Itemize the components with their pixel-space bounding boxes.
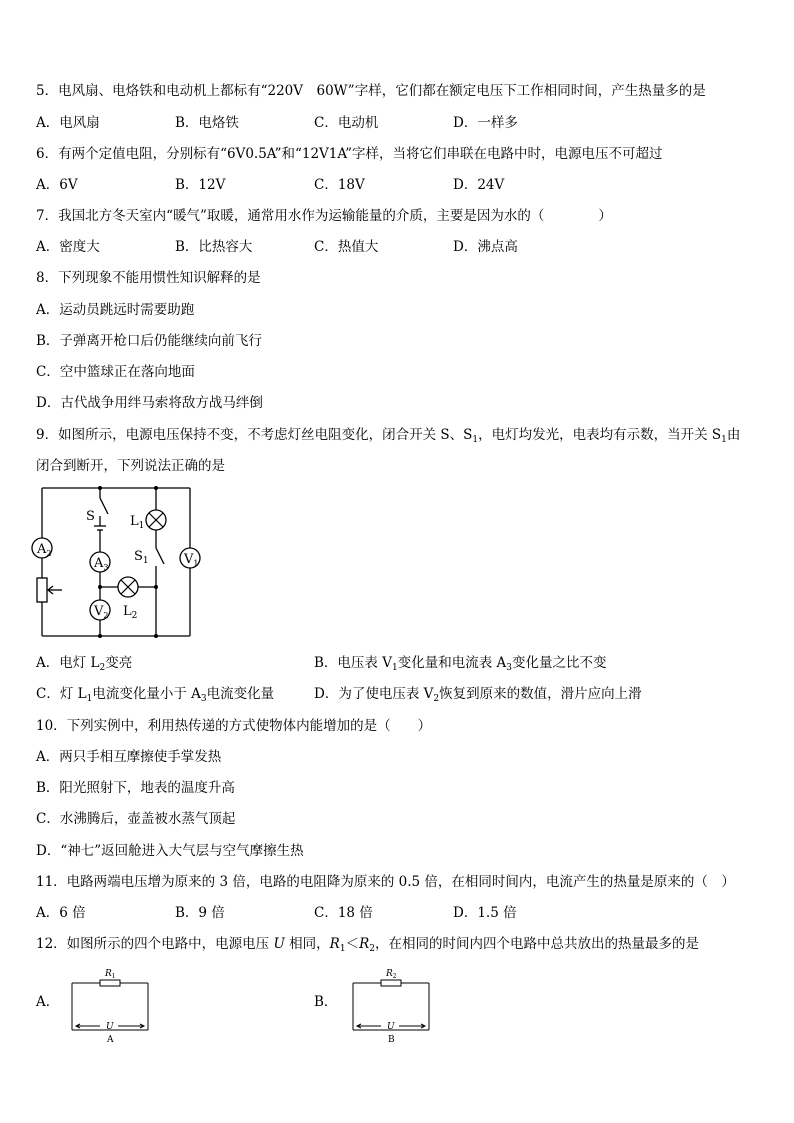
q11-option-a: A．6 倍 xyxy=(36,905,86,921)
q9-circuit-diagram xyxy=(30,484,202,644)
ammeter-a2-label: $A_2$ xyxy=(37,542,52,558)
q9-stem-sub: 1 xyxy=(472,435,479,445)
q9-option-sub: 2 xyxy=(433,694,440,704)
q6-option-a: A．6V xyxy=(36,177,78,193)
q9-stem-line1 xyxy=(36,425,740,445)
lamp-l1-label: $L_1$ xyxy=(130,514,145,531)
q5-option-d: D．一样多 xyxy=(453,115,518,131)
q12-circuit-b xyxy=(347,966,437,1044)
q7-option-a: A．密度大 xyxy=(36,239,100,255)
q12-stem-r2: R xyxy=(359,936,370,952)
q9-option-part: B．电压表 V xyxy=(314,655,392,671)
figure-b-caption: B xyxy=(388,1035,395,1044)
q8-stem: 8．下列现象不能用惯性知识解释的是 xyxy=(36,270,261,286)
ammeter-a3-label: $A_3$ xyxy=(94,556,109,572)
q10-option-b: B．阳光照射下，地表的温度升高 xyxy=(36,780,235,796)
q9-option-part: D．为了使电压表 V xyxy=(314,686,434,702)
q7-option-c: C．热值大 xyxy=(314,239,379,255)
q9-option-sub: 3 xyxy=(200,694,207,704)
voltage-u-label: U xyxy=(106,1022,114,1032)
q9-stem-part: 由 xyxy=(726,427,741,443)
figure-a-caption: A xyxy=(107,1035,114,1044)
q12-option-b: B． xyxy=(314,994,338,1010)
q9-option-sub: 1 xyxy=(86,694,93,704)
q11-option-c: C．18 倍 xyxy=(314,905,373,921)
q8-option-a: A．运动员跳远时需要助跑 xyxy=(36,302,195,318)
q5-option-c: C．电动机 xyxy=(314,115,379,131)
q12-stem-part: 12．如图所示的四个电路中，电源电压 xyxy=(36,936,274,952)
q9-option-b xyxy=(314,653,606,673)
q9-option-part: 变化量之比不变 xyxy=(511,655,607,671)
q7-option-b: B．比热容大 xyxy=(175,239,253,255)
switch-s1-label: $S_1$ xyxy=(134,549,149,566)
q9-option-part: 变亮 xyxy=(105,655,133,671)
q12-circuit-a xyxy=(66,966,156,1044)
voltmeter-v1-label: $V_1$ xyxy=(184,552,199,568)
q12-stem-part: 相同， xyxy=(284,936,330,952)
q10-option-a: A．两只手相互摩擦使手掌发热 xyxy=(36,749,222,765)
q12-stem-r1: R xyxy=(329,936,340,952)
q11-option-b: B．9 倍 xyxy=(175,905,225,921)
q10-stem: 10．下列实例中，利用热传递的方式使物体内能增加的是（ ） xyxy=(36,718,432,734)
q9-option-d xyxy=(314,684,642,704)
q11-stem: 11．电路两端电压增为原来的 3 倍，电路的电阻降为原来的 0.5 倍，在相同时间内，电流产生的热量是原来的（ ） xyxy=(36,874,735,890)
q6-stem: 6．有两个定值电阻，分别标有“6V0.5A”和“12V1A”字样，当将它们串联在电路中时，电源电压不可超过 xyxy=(36,146,663,162)
q6-option-b: B．12V xyxy=(175,177,226,193)
q9-option-sub: 3 xyxy=(506,663,512,673)
q11-option-d: D．1.5 倍 xyxy=(453,905,517,921)
q6-option-c: C．18V xyxy=(314,177,365,193)
q9-option-a xyxy=(36,653,132,673)
q12-option-a: A． xyxy=(36,994,60,1010)
voltmeter-v2-label: $V_2$ xyxy=(94,604,109,620)
q5-stem: 5．电风扇、电烙铁和电动机上都标有“220V 60W”字样，它们都在额定电压下工作相同时间，产生热量多的是 xyxy=(36,83,706,99)
q9-stem-part: ，电灯均发光，电表均有示数，当开关 S xyxy=(478,427,722,443)
q12-stem-sub: 2 xyxy=(369,944,375,954)
q9-option-c xyxy=(36,684,274,704)
resistor-r2-label: $R_2$ xyxy=(386,969,397,980)
q9-stem-line2: 闭合到断开，下列说法正确的是 xyxy=(36,458,225,474)
switch-s-label: S xyxy=(86,509,95,524)
q6-option-d: D．24V xyxy=(453,177,505,193)
q12-stem-sub: 1 xyxy=(339,944,346,954)
q9-stem-sub: 1 xyxy=(721,435,727,445)
q8-option-b: B．子弹离开枪口后仍能继续向前飞行 xyxy=(36,333,262,349)
q10-option-d: D．“神七”返回舱进入大气层与空气摩擦生热 xyxy=(36,843,304,859)
q9-option-sub: 1 xyxy=(391,663,398,673)
q12-stem-part: ＜ xyxy=(345,936,360,952)
q5-option-b: B．电烙铁 xyxy=(175,115,239,131)
q9-option-part: C．灯 L xyxy=(36,686,87,702)
lamp-l2-label: $L_2$ xyxy=(123,604,138,621)
q12-stem-u: U xyxy=(273,936,285,952)
q9-option-sub: 2 xyxy=(99,663,106,673)
q12-stem-part: ，在相同的时间内四个电路中总共放出的热量最多的是 xyxy=(374,936,699,952)
voltage-u-label: U xyxy=(387,1022,395,1032)
q7-option-d: D．沸点高 xyxy=(453,239,518,255)
q9-option-part: 恢复到原来的数值，滑片应向上滑 xyxy=(439,686,642,702)
q12-stem xyxy=(36,934,699,954)
q9-stem-part: 9．如图所示，电源电压保持不变，不考虑灯丝电阻变化，闭合开关 S、S xyxy=(36,427,473,443)
q5-option-a: A．电风扇 xyxy=(36,115,100,131)
q7-stem: 7．我国北方冬天室内“暖气”取暖，通常用水作为运输能量的介质，主要是因为水的（ ） xyxy=(36,208,612,224)
q9-option-part: 变化量和电流表 A xyxy=(397,655,507,671)
q9-option-part: A．电灯 L xyxy=(36,655,100,671)
q9-option-part: 电流变化量小于 A xyxy=(92,686,201,702)
q8-option-c: C．空中篮球正在落向地面 xyxy=(36,364,195,380)
resistor-r1-label: $R_1$ xyxy=(105,969,116,980)
q9-option-part: 电流变化量 xyxy=(206,686,275,702)
q8-option-d: D．古代战争用绊马索将敌方战马绊倒 xyxy=(36,395,263,411)
q10-option-c: C．水沸腾后，壶盖被水蒸气顶起 xyxy=(36,811,236,827)
